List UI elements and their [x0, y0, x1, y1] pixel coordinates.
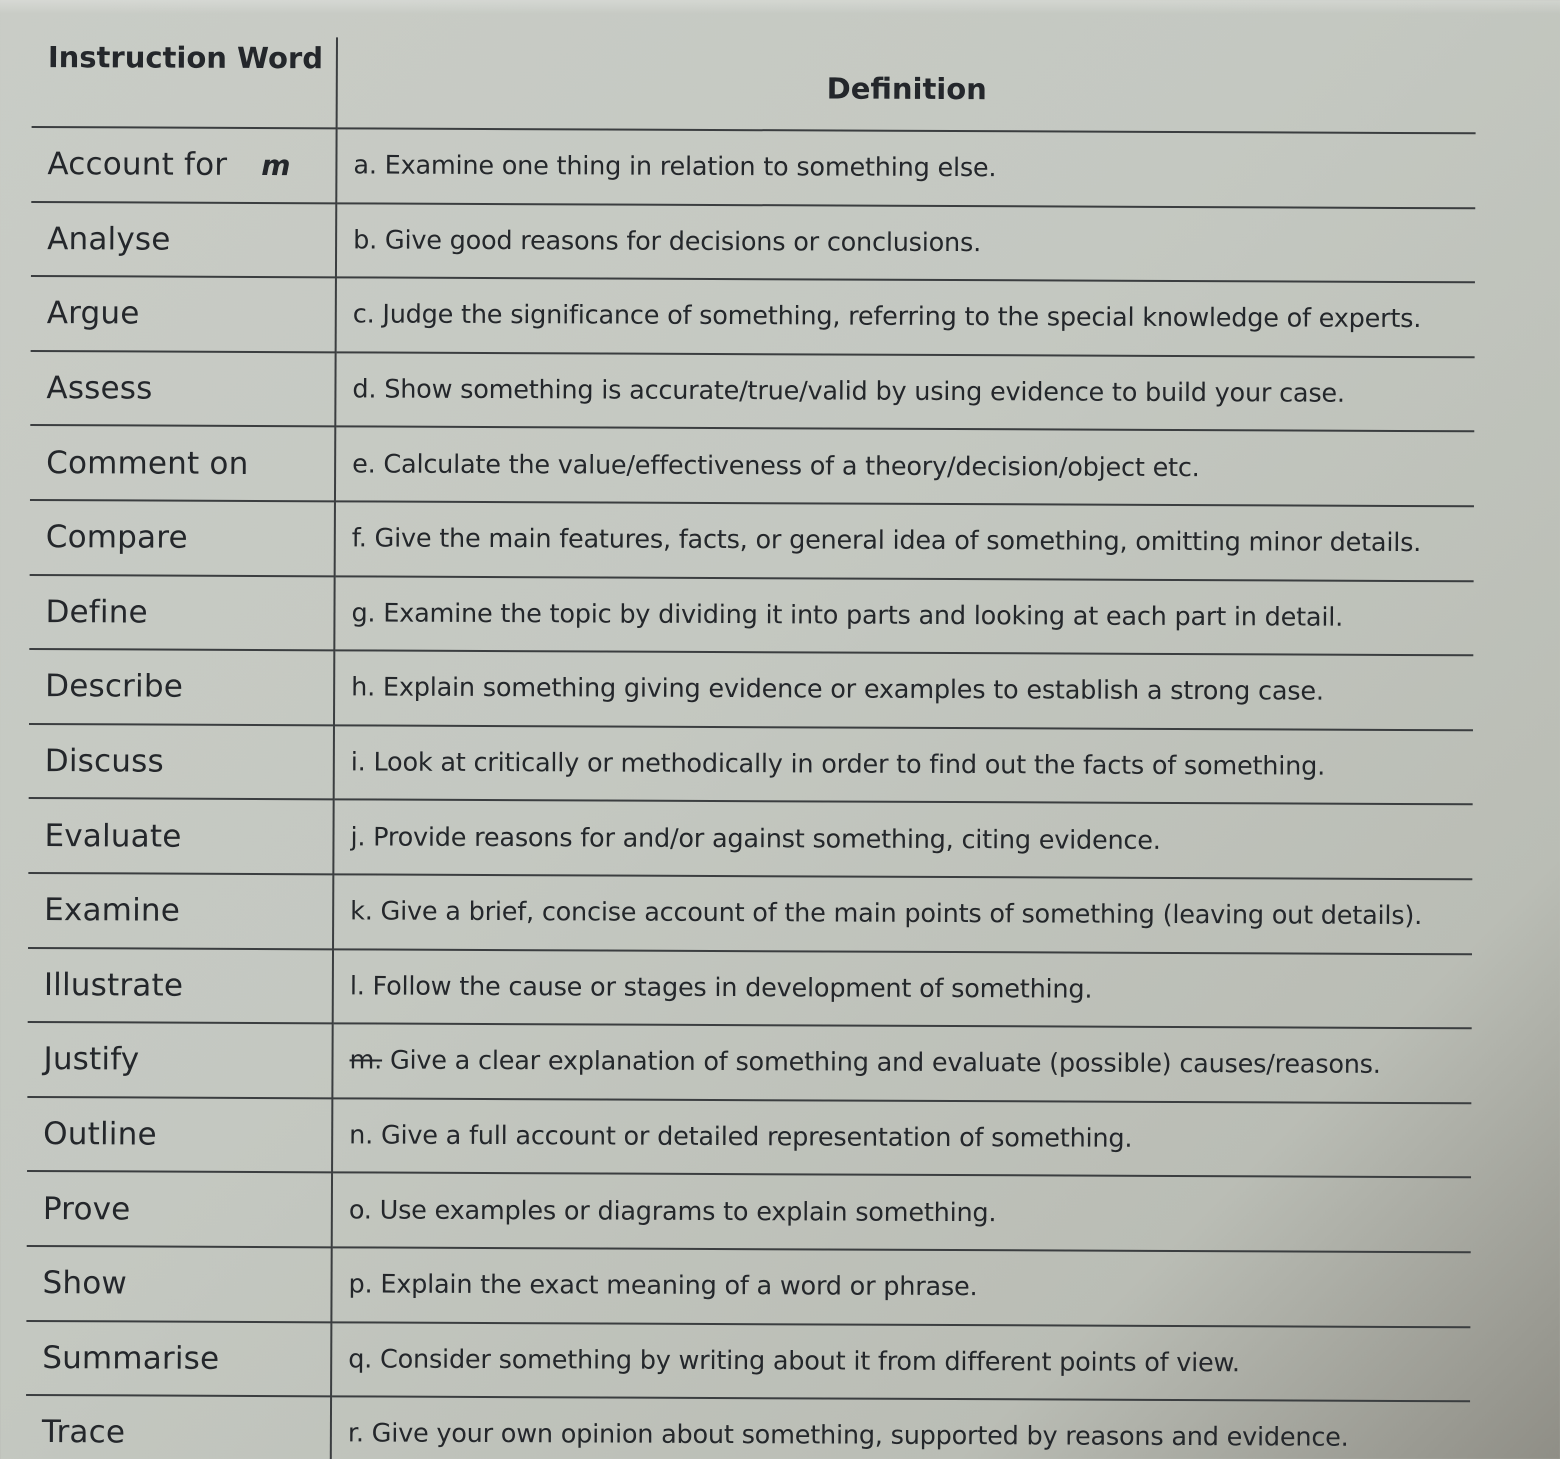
table-row: [26, 1320, 1470, 1401]
definition-cell: [334, 650, 1473, 730]
definition-letter: j.: [350, 822, 366, 853]
instruction-word: Illustrate: [43, 966, 184, 1004]
instruction-word-cell: [31, 127, 336, 203]
definition-cell: [336, 278, 1475, 358]
instruction-word: Comment on: [46, 444, 249, 482]
instruction-word: Show: [42, 1265, 128, 1302]
definition-letter: f.: [351, 523, 367, 554]
instruction-word-cell: [31, 202, 336, 278]
table-row: [29, 724, 1473, 805]
definition-text: Explain something giving evidence or examples to establish a strong case.: [382, 672, 1324, 708]
definition-letter: m.: [349, 1045, 383, 1076]
definition-text: Examine one thing in relation to something else.: [384, 150, 997, 184]
table-row: [29, 649, 1473, 730]
definition-text: Judge the significance of something, referring to the special knowledge of experts.: [382, 300, 1422, 335]
table-row: [28, 798, 1472, 879]
instruction-word-cell: [31, 276, 336, 352]
table-row: [30, 425, 1474, 506]
instruction-word: Outline: [43, 1116, 157, 1153]
instruction-word-table: [26, 36, 1476, 1459]
instruction-word-cell: [29, 575, 334, 651]
instruction-word: Prove: [42, 1190, 131, 1228]
instruction-word-cell: [28, 798, 333, 874]
instruction-word-cell: [27, 1171, 332, 1247]
definition-cell: [336, 128, 1475, 208]
definition-text: Look at critically or methodically in order to find out the facts of something.: [373, 747, 1326, 782]
definition-text: Use examples or diagrams to explain something.: [379, 1195, 997, 1228]
table-row: [29, 575, 1473, 656]
instruction-word: Analyse: [47, 220, 171, 258]
instruction-word-cell: [27, 1022, 332, 1098]
instruction-word: Summarise: [42, 1339, 220, 1377]
definition-letter: k.: [350, 896, 373, 927]
instruction-word: Compare: [45, 519, 188, 556]
definition-cell: [335, 352, 1474, 432]
definition-letter: q.: [348, 1344, 373, 1375]
table-row: [27, 1171, 1471, 1252]
definition-text: Show something is accurate/true/valid by using evidence to build your case.: [384, 374, 1345, 409]
definition-text: Explain the exact meaning of a word or phrase.: [380, 1269, 978, 1303]
instruction-word-cell: [27, 1097, 332, 1173]
definition-text: Give good reasons for decisions or conclusions.: [384, 225, 982, 259]
instruction-word-cell: [30, 425, 335, 501]
instruction-word-cell: [29, 649, 334, 725]
table-row: [27, 1097, 1471, 1178]
table-row: [31, 276, 1475, 357]
table-row: [28, 948, 1472, 1029]
instruction-word: Evaluate: [44, 817, 182, 855]
definition-letter: p.: [348, 1269, 373, 1300]
definition-text: Give a full account or detailed representation of something.: [380, 1120, 1133, 1154]
instruction-word-cell: [26, 1246, 331, 1322]
definition-text: Examine the topic by dividing it into parts and looking at each part in detail.: [383, 598, 1344, 633]
instruction-word: Account for: [47, 146, 228, 184]
table-row: [31, 127, 1475, 208]
table-row: [31, 202, 1475, 283]
definition-cell: [333, 949, 1472, 1029]
definition-text: Give your own opinion about something, supported by reasons and evidence.: [371, 1418, 1349, 1454]
instruction-word-cell: [26, 1395, 331, 1459]
worksheet: [26, 36, 1476, 1459]
table-row: [26, 1246, 1470, 1327]
definition-letter: n.: [349, 1120, 374, 1151]
table-row: [30, 351, 1474, 432]
definition-letter: e.: [352, 449, 376, 480]
definition-letter: a.: [353, 150, 377, 181]
definition-text: Follow the cause or stages in development of something.: [372, 971, 1093, 1005]
definition-letter: o.: [348, 1195, 372, 1226]
definition-letter: g.: [351, 598, 376, 629]
instruction-word-cell: [28, 948, 333, 1024]
table-row: [30, 500, 1474, 581]
definition-cell: [333, 874, 1472, 954]
header-definition: Definition: [337, 37, 1476, 133]
handwritten-answer: m: [261, 149, 291, 183]
definition-text: Provide reasons for and/or against something, citing evidence.: [373, 822, 1161, 856]
definition-letter: b.: [353, 225, 378, 256]
instruction-word-cell: [30, 351, 335, 427]
definition-letter: l.: [349, 971, 365, 1002]
instruction-word: Trace: [41, 1414, 126, 1451]
page-top-edge: [0, 0, 1560, 14]
definition-letter: c.: [352, 299, 375, 330]
definition-cell: [336, 203, 1475, 283]
definition-cell: [332, 1173, 1471, 1253]
definition-letter: r.: [347, 1418, 364, 1449]
definition-text: Give a clear explanation of something and evaluate (possible) causes/reasons.: [389, 1045, 1381, 1081]
definition-cell: [335, 501, 1474, 581]
definition-cell: [332, 1098, 1471, 1178]
definition-cell: [334, 725, 1473, 805]
table-row: [28, 873, 1472, 954]
definition-cell: [331, 1322, 1470, 1402]
definition-cell: [334, 576, 1473, 656]
table-row: [26, 1395, 1470, 1459]
instruction-word-cell: [26, 1320, 331, 1396]
definition-text: Calculate the value/effectiveness of a theory/decision/object etc.: [383, 449, 1200, 483]
table-header-row: [32, 36, 1476, 133]
instruction-word: Discuss: [44, 743, 164, 780]
instruction-word-cell: [28, 873, 333, 949]
definition-text: Consider something by writing about it from different points of view.: [379, 1344, 1240, 1379]
table-body: [26, 127, 1476, 1459]
definition-text: Give a brief, concise account of the main points of something (leaving out details).: [380, 896, 1423, 932]
instruction-word: Assess: [46, 370, 153, 407]
table-row: [27, 1022, 1471, 1103]
instruction-word: Examine: [44, 892, 181, 929]
instruction-word: Define: [45, 593, 148, 631]
definition-text: Give the main features, facts, or general idea of something, omitting minor details.: [374, 523, 1422, 559]
definition-cell: [331, 1247, 1470, 1327]
definition-cell: [335, 427, 1474, 507]
instruction-word: Justify: [43, 1041, 140, 1078]
definition-letter: i.: [350, 747, 366, 778]
definition-letter: d.: [352, 374, 377, 405]
instruction-word-cell: [29, 724, 334, 800]
definition-cell: [331, 1396, 1470, 1459]
instruction-word: Describe: [45, 668, 184, 706]
definition-cell: [332, 1023, 1471, 1103]
instruction-word-cell: [30, 500, 335, 576]
header-instruction-word: Instruction Word: [32, 36, 337, 128]
definition-cell: [333, 800, 1472, 880]
instruction-word: Argue: [46, 295, 140, 332]
definition-letter: h.: [351, 672, 376, 703]
